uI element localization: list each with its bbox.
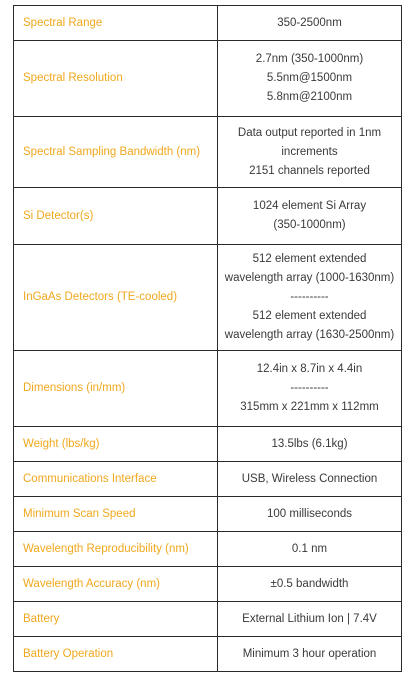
table-row	[14, 427, 402, 462]
spec-value	[218, 637, 402, 672]
spec-label: Minimum Scan Speed	[14, 497, 218, 532]
table-row	[14, 497, 402, 532]
spec-value	[218, 427, 402, 462]
spec-value-line: 2.7nm (350-1000nm)	[255, 53, 364, 65]
spec-value-line: Data output reported in 1nm increments	[237, 126, 382, 158]
spec-label: Weight (lbs/kg)	[14, 427, 218, 462]
spec-value	[218, 117, 402, 188]
spec-value-line: 0.1 nm	[291, 542, 328, 555]
spec-value-line: ±0.5 bandwidth	[270, 577, 349, 590]
spec-value-line: 350-2500nm	[277, 16, 342, 29]
spec-value-line: ----------	[290, 382, 329, 394]
spec-value-line: 100 milliseconds	[266, 507, 352, 520]
spec-value-line: External Lithium Ion | 7.4V	[242, 612, 377, 625]
spec-value	[218, 497, 402, 532]
spec-value	[218, 351, 402, 427]
spec-value	[218, 188, 402, 245]
table-row	[14, 6, 402, 41]
spec-value	[218, 602, 402, 637]
table-row	[14, 602, 402, 637]
spec-value-line: 12.4in x 8.7in x 4.4in	[256, 363, 363, 375]
spec-label: Si Detector(s)	[14, 188, 218, 245]
spec-value	[218, 532, 402, 567]
spec-label: Wavelength Reproducibility (nm)	[14, 532, 218, 567]
table-row	[14, 117, 402, 188]
spec-label: Communications Interface	[14, 462, 218, 497]
spec-value-line: 2151 channels reported	[249, 164, 370, 177]
table-row	[14, 637, 402, 672]
spec-value-line: ----------	[290, 291, 329, 303]
spec-label: Dimensions (in/mm)	[14, 351, 218, 427]
spec-label: InGaAs Detectors (TE-cooled)	[14, 245, 218, 351]
spec-value-line: (350-1000nm)	[273, 219, 346, 231]
spec-value-line: 512 element extended wavelength array (1000-1630nm)	[224, 253, 395, 284]
spec-value	[218, 462, 402, 497]
spec-label: Battery Operation	[14, 637, 218, 672]
spec-value	[218, 245, 402, 351]
spec-label: Spectral Resolution	[14, 41, 218, 117]
spec-label: Spectral Sampling Bandwidth (nm)	[14, 117, 218, 188]
table-row	[14, 245, 402, 351]
spec-value	[218, 567, 402, 602]
table-row	[14, 351, 402, 427]
spec-value-line: 5.5nm@1500nm	[266, 72, 353, 84]
spec-value-line: 1024 element Si Array	[252, 200, 367, 212]
table-row	[14, 41, 402, 117]
spec-value-line: 5.8nm@2100nm	[266, 91, 353, 103]
spec-value	[218, 6, 402, 41]
spec-value-line: 13.5lbs (6.1kg)	[271, 437, 348, 450]
spec-label: Wavelength Accuracy (nm)	[14, 567, 218, 602]
spec-table	[13, 5, 402, 672]
spec-label: Spectral Range	[14, 6, 218, 41]
table-row	[14, 462, 402, 497]
table-row	[14, 188, 402, 245]
table-row	[14, 567, 402, 602]
spec-value-line: 315mm x 221mm x 112mm	[240, 401, 379, 413]
spec-value-line: 512 element extended wavelength array (1630-2500nm)	[224, 310, 395, 341]
spec-value-line: USB, Wireless Connection	[241, 472, 378, 485]
spec-label: Battery	[14, 602, 218, 637]
spec-value	[218, 41, 402, 117]
spec-value-line: Minimum 3 hour operation	[242, 647, 377, 660]
table-row	[14, 532, 402, 567]
